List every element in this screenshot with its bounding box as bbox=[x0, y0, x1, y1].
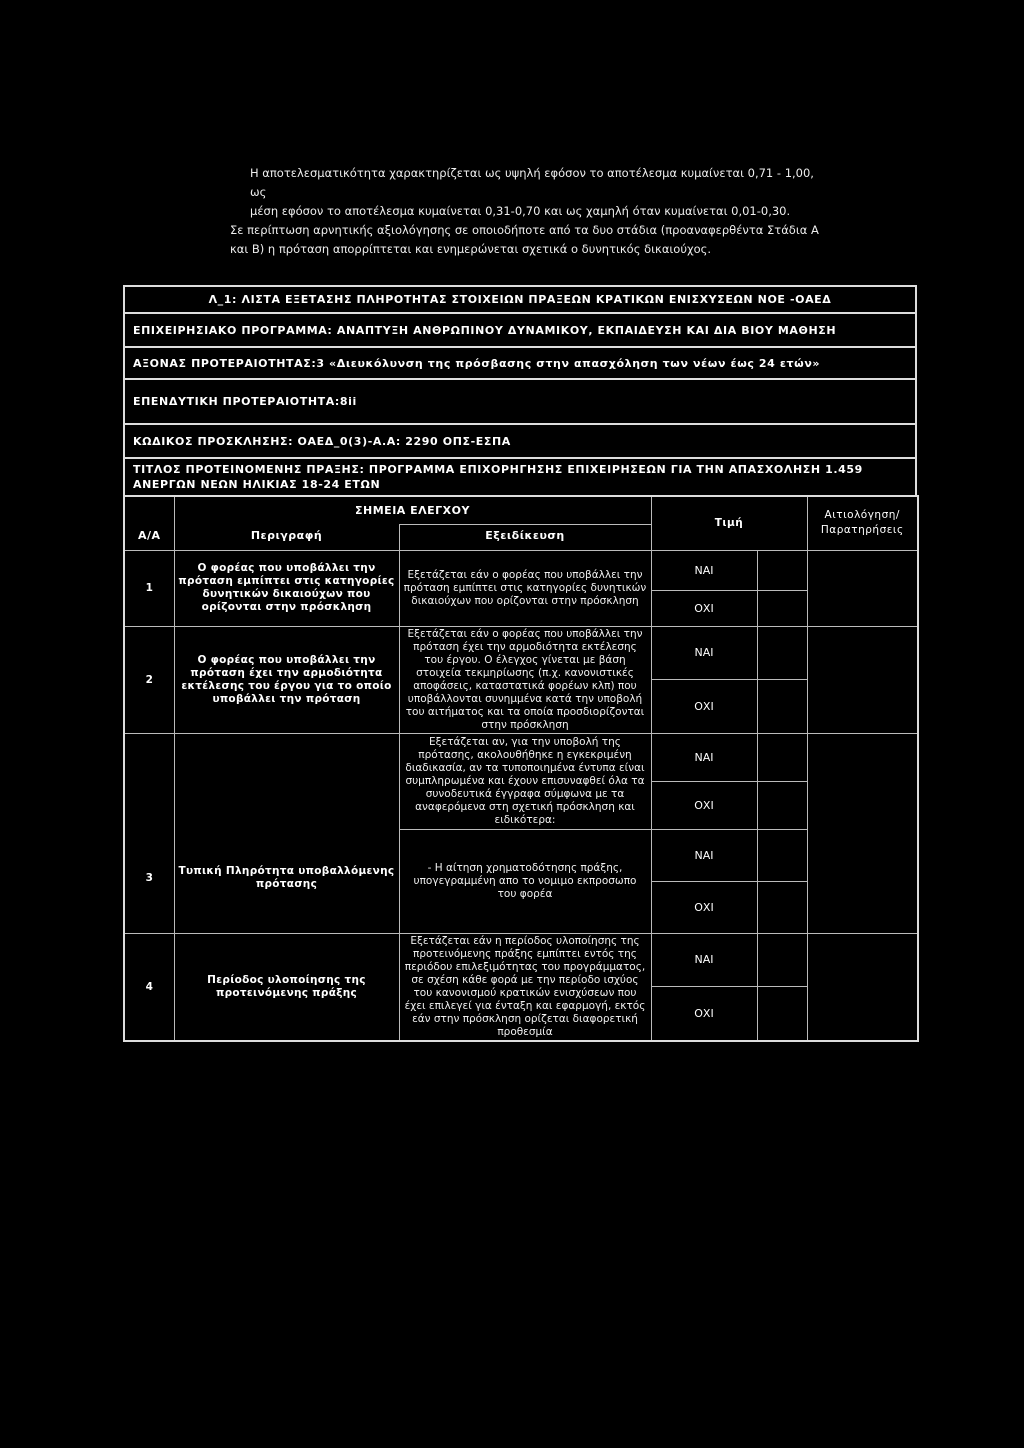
intro-line: Σε περίπτωση αρνητικής αξιολόγησης σε οποιοδήποτε από τα δυο στάδια (προαναφερθέντα Στάδια Α bbox=[230, 223, 819, 237]
checklist-title: Λ_1: ΛΙΣΤΑ ΕΞΕΤΑΣΗΣ ΠΛΗΡΟΤΗΤΑΣ ΣΤΟΙΧΕΙΩΝ ΠΡΑΞΕΩΝ ΚΡΑΤΙΚΩΝ ΕΝΙΣΧΥΣΕΩΝ ΝΟΕ -ΟΑΕΔ bbox=[123, 285, 917, 312]
notes-cell[interactable] bbox=[807, 733, 918, 933]
yes-label: ΝΑΙ bbox=[651, 933, 757, 987]
yes-checkbox[interactable] bbox=[757, 733, 807, 781]
no-label: ΟΧΙ bbox=[651, 881, 757, 933]
yes-checkbox[interactable] bbox=[757, 626, 807, 680]
checklist-sheet bbox=[123, 285, 917, 1042]
notes-cell[interactable] bbox=[807, 550, 918, 626]
col-notes-header: Αιτιολόγηση/ Παρατηρήσεις bbox=[807, 496, 918, 550]
yes-label: ΝΑΙ bbox=[651, 733, 757, 781]
table-row bbox=[124, 933, 918, 987]
row-specification: Εξετάζεται εάν ο φορέας που υποβάλλει την πρόταση έχει την αρμοδιότητα εκτέλεσης του έργου. Ο έλεγχος γίνεται με βάση στοιχεία τεκμηρίωσης (π.χ. κανονιστικές αποφάσεις, καταστατικά φορέων κλπ) που υποβάλλονται συνημμένα κατά την υποβολή του αιτήματος και τα οποία προσδιορίζονται στην πρόσκληση bbox=[399, 626, 651, 733]
axis-row: ΑΞΟΝΑΣ ΠΡΟΤΕΡΑΙΟΤΗΤΑΣ:3 «Διευκόλυνση της πρόσβασης στην απασχόληση των νέων έως 24 ετών» bbox=[123, 346, 917, 378]
intro-line: και Β) η πρόταση απορρίπτεται και ενημερώνεται σχετικά ο δυνητικός δικαιούχος. bbox=[230, 242, 712, 256]
row-number: 3 bbox=[124, 733, 174, 933]
yes-checkbox[interactable] bbox=[757, 933, 807, 987]
yes-label: ΝΑΙ bbox=[651, 626, 757, 680]
checklist-table bbox=[123, 495, 919, 1042]
investment-priority-row: ΕΠΕΝΔΥΤΙΚΗ ΠΡΟΤΕΡΑΙΟΤΗΤΑ:8ii bbox=[123, 378, 917, 423]
no-checkbox[interactable] bbox=[757, 881, 807, 933]
row-number: 1 bbox=[124, 550, 174, 626]
intro-line: μέση εφόσον το αποτέλεσμα κυμαίνεται 0,31-0,70 και ως χαμηλή όταν κυμαίνεται 0,01-0,30. bbox=[250, 204, 791, 218]
no-checkbox[interactable] bbox=[757, 590, 807, 626]
row-description: Τυπική Πληρότητα υποβαλλόμενης πρότασης bbox=[174, 733, 399, 933]
control-points-header: ΣΗΜΕΙΑ ΕΛΕΓΧΟΥ bbox=[174, 496, 651, 524]
no-label: ΟΧΙ bbox=[651, 590, 757, 626]
row-specification: Εξετάζεται εάν η περίοδος υλοποίησης της προτεινόμενης πράξης εμπίπτει εντός της περιόδου επιλεξιμότητας του προγράμματος, σε σχέση κάθε φορά με την περίοδο ισχύος του κανονισμού κρατικών ενισχύσεων που έχει επιλεγεί για ένταξη και εφαρμογή, εκτός εάν στην πρόσκληση ορίζεται διαφορετική προθεσμία bbox=[399, 933, 651, 1041]
row-number: 2 bbox=[124, 626, 174, 733]
intro-text bbox=[230, 164, 830, 259]
col-value-header: Τιμή bbox=[651, 496, 807, 550]
row-specification: Εξετάζεται εάν ο φορέας που υποβάλλει την πρόταση εμπίπτει στις κατηγορίες δυνητικών δικαιούχων που ορίζονται στην πρόσκληση bbox=[399, 550, 651, 626]
row-description: Ο φορέας που υποβάλλει την πρόταση έχει την αρμοδιότητα εκτέλεσης του έργου για το οποίο υποβάλλει την πρόταση bbox=[174, 626, 399, 733]
col-desc-header: Περιγραφή bbox=[174, 524, 399, 550]
no-label: ΟΧΙ bbox=[651, 987, 757, 1041]
intro-line: Η αποτελεσματικότητα χαρακτηρίζεται ως υψηλή εφόσον το αποτέλεσμα κυμαίνεται 0,71 - 1,00, ως bbox=[250, 166, 814, 199]
notes-cell[interactable] bbox=[807, 933, 918, 1041]
row-description: Ο φορέας που υποβάλλει την πρόταση εμπίπτει στις κατηγορίες δυνητικών δικαιούχων που ορίζονται στην πρόσκληση bbox=[174, 550, 399, 626]
no-checkbox[interactable] bbox=[757, 680, 807, 734]
yes-checkbox[interactable] bbox=[757, 550, 807, 590]
no-label: ΟΧΙ bbox=[651, 781, 757, 829]
no-checkbox[interactable] bbox=[757, 987, 807, 1041]
yes-label: ΝΑΙ bbox=[651, 829, 757, 881]
row-description: Περίοδος υλοποίησης της προτεινόμενης πράξης bbox=[174, 933, 399, 1041]
no-label: ΟΧΙ bbox=[651, 680, 757, 734]
yes-checkbox[interactable] bbox=[757, 829, 807, 881]
table-row bbox=[124, 626, 918, 680]
row-number: 4 bbox=[124, 933, 174, 1041]
yes-label: ΝΑΙ bbox=[651, 550, 757, 590]
table-row bbox=[124, 733, 918, 781]
row-specification: Εξετάζεται αν, για την υποβολή της πρότασης, ακολουθήθηκε η εγκεκριμένη διαδικασία, αν τα τυποποιημένα έντυπα είναι συμπληρωμένα και έχουν επισυναφθεί όλα τα συνοδευτικά έγγραφα σύμφωνα με τα αναφερόμενα στη σχετική πρόσκληση και ειδικότερα: bbox=[399, 733, 651, 829]
col-spec-header: Εξειδίκευση bbox=[399, 524, 651, 550]
proposal-title-row: ΤΙΤΛΟΣ ΠΡΟΤΕΙΝΟΜΕΝΗΣ ΠΡΑΞΗΣ: ΠΡΟΓΡΑΜΜΑ ΕΠΙΧΟΡΗΓΗΣΗΣ ΕΠΙΧΕΙΡΗΣΕΩΝ ΓΙΑ ΤΗΝ ΑΠΑΣΧΟΛΗΣΗ 1.459 ΑΝΕΡΓΩΝ ΝΕΩΝ ΗΛΙΚΙΑΣ 18-24 ΕΤΩΝ bbox=[123, 457, 917, 495]
col-aa-header: Α/Α bbox=[124, 496, 174, 550]
notes-cell[interactable] bbox=[807, 626, 918, 733]
call-code-row: ΚΩΔΙΚΟΣ ΠΡΟΣΚΛΗΣΗΣ: ΟΑΕΔ_0(3)-Α.Α: 2290 ΟΠΣ-ΕΣΠΑ bbox=[123, 423, 917, 457]
table-row bbox=[124, 550, 918, 590]
programme-row: ΕΠΙΧΕΙΡΗΣΙΑΚΟ ΠΡΟΓΡΑΜΜΑ: ΑΝΑΠΤΥΞΗ ΑΝΘΡΩΠΙΝΟΥ ΔΥΝΑΜΙΚΟΥ, ΕΚΠΑΙΔΕΥΣΗ ΚΑΙ ΔΙΑ ΒΙΟΥ ΜΑΘΗΣΗ bbox=[123, 312, 917, 346]
no-checkbox[interactable] bbox=[757, 781, 807, 829]
row-specification-detail: - Η αίτηση χρηματοδότησης πράξης, υπογεγραμμένη απο το νομιμο εκπροσωπο του φορέα bbox=[399, 829, 651, 933]
